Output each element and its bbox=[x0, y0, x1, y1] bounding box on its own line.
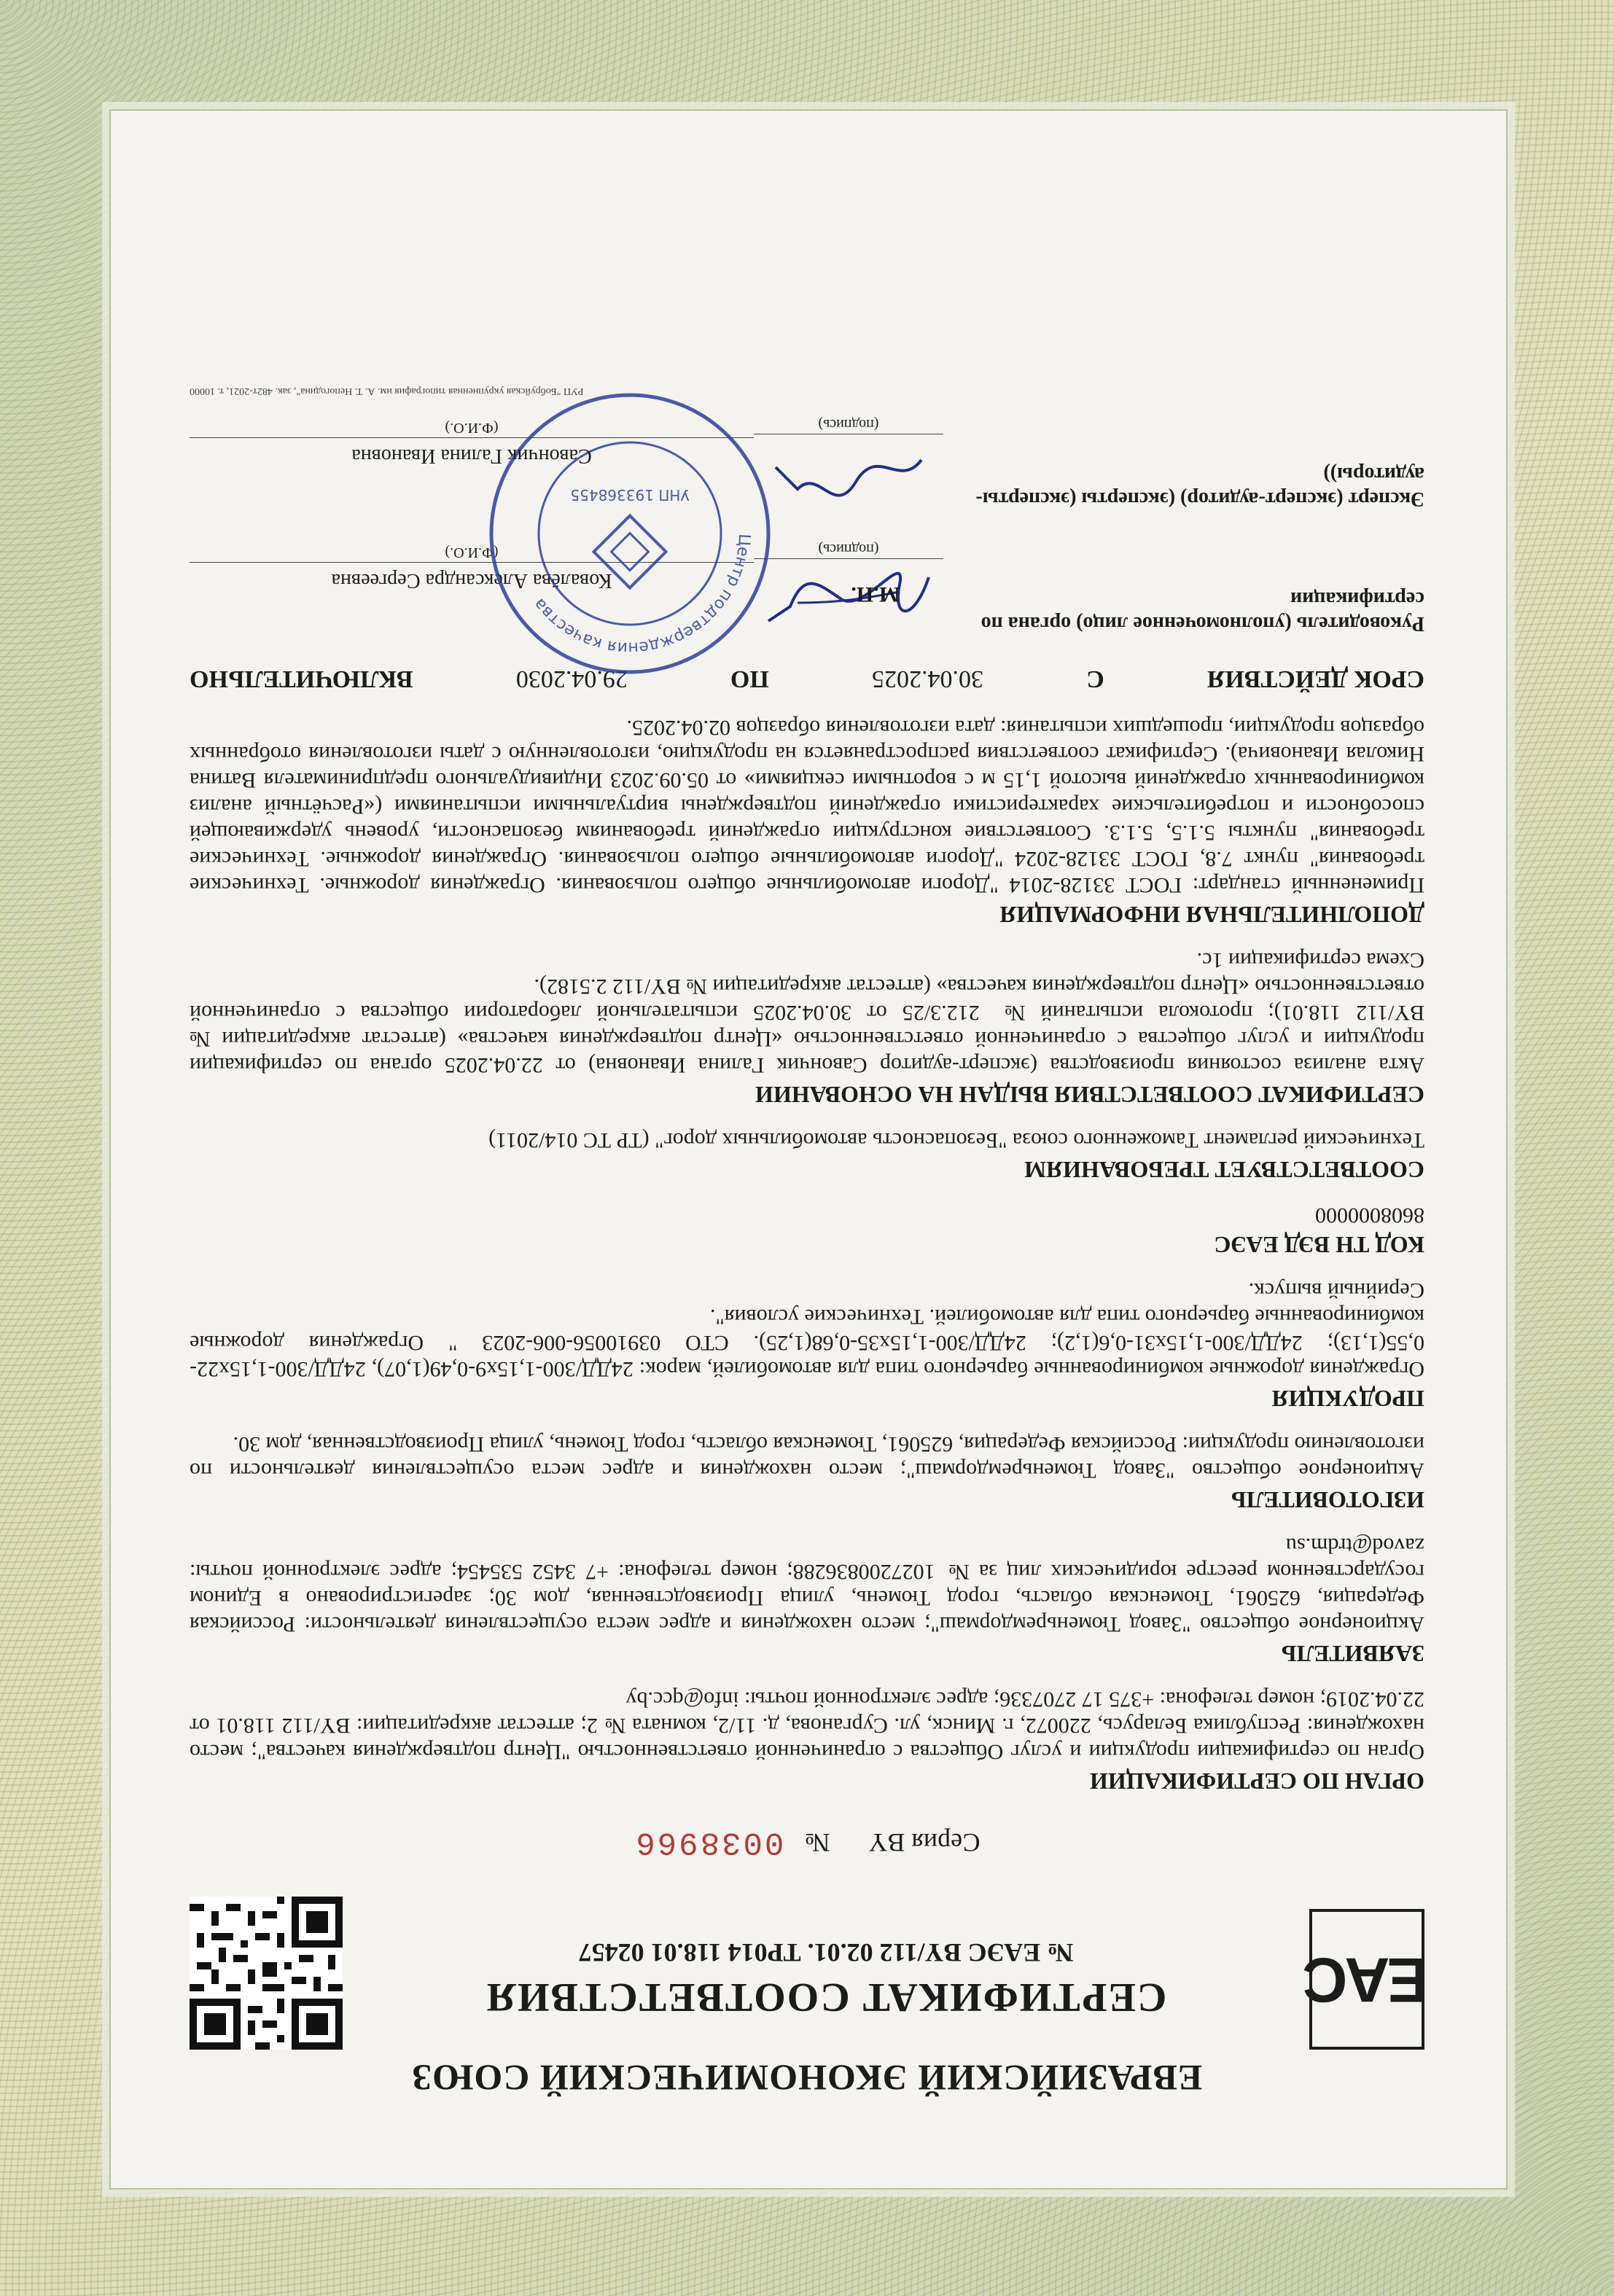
section-text-body: Орган по сертификации продукции и услуг Общества с ограниченной ответственностью "Центр подтверждения качества"; место нахождения: Республика Беларусь, 220072, г. Минск, ул. Сурганова, д. 11/2, комната № 2; аттестат аккредитации: BY/112 118.01 от 22.04.2019; номер телефона: +375 17 2707336; адрес электронной почты: info@qcc.by bbox=[190, 1687, 1424, 1764]
expert-name-caption: (Ф.И.О.) bbox=[190, 419, 754, 438]
expert-signature bbox=[754, 415, 943, 511]
section-extra-basis: Схема сертификации 1с. bbox=[1196, 948, 1424, 972]
eac-logo: EAC bbox=[1309, 1909, 1424, 2050]
section-title-additional: ДОПОЛНИТЕЛЬНАЯ ИНФОРМАЦИЯ bbox=[999, 902, 1424, 928]
section-title-applicant: ЗАЯВИТЕЛЬ bbox=[1281, 1641, 1424, 1667]
head-label: Руководитель (уполномоченное лицо) органа по сертификации bbox=[981, 587, 1424, 635]
validity-to: 29.04.2030 bbox=[515, 665, 628, 692]
qr-code-icon bbox=[190, 1897, 343, 2050]
expert-label: Эксперт (эксперт-аудитор) (эксперты (эксперты-аудиторы)) bbox=[975, 463, 1424, 510]
serial-number: 0038966 bbox=[633, 1824, 784, 1860]
section-title-body: ОРГАН ПО СЕРТИФИКАЦИИ bbox=[1089, 1768, 1424, 1795]
section-text-manufacturer: Акционерное общество "Завод Тюменьремдормаш"; место нахождения и адрес места осуществления деятельности по изготовлению продукции: Российская Федерация, 625061, Тюменская область, город Тюмень, улица Производственная, дом 30. bbox=[190, 1432, 1424, 1483]
expert-signature-scribble-icon bbox=[754, 438, 943, 511]
section-title-code: КОД ТН ВЭД ЕАЭС bbox=[1214, 1232, 1424, 1258]
serial-no-label: № bbox=[805, 1828, 830, 1857]
section-text-conforms: Технический регламент Таможенного союза "Безопасность автомобильных дорог" (ТР ТС 014/2011) bbox=[488, 1128, 1424, 1152]
head-sign-caption: (подпись) bbox=[754, 540, 943, 559]
expert-name: Савончик Галина Ивановна bbox=[351, 445, 592, 467]
validity-row bbox=[190, 665, 1424, 692]
section-title-product: ПРОДУКЦИЯ bbox=[1271, 1386, 1424, 1412]
section-text-basis: Акта анализа состояния производства (эксперт-аудитор Савончик Галина Ивановна) от 22.04.2025 органа по сертификации продукции и услуг общества с ограниченной ответственностью «Центр подтверждения качества» (аттестат аккредитации № BY/112 118.01); протокола испытаний № 212.3/25 от 30.04.2025 испытательной лаборатории общества с ограниченной ответственностью «Центр подтверждения качества» (аттестат аккредитации № BY/112 2.5182). bbox=[190, 975, 1424, 1077]
section-title-manufacturer: ИЗГОТОВИТЕЛЬ bbox=[1231, 1487, 1424, 1513]
validity-from-label: С bbox=[1086, 665, 1104, 692]
expert-name-block bbox=[190, 419, 754, 511]
header-row bbox=[190, 1897, 1429, 2050]
union-title: ЕВРАЗИЙСКИЙ ЭКОНОМИЧЕСКИЙ СОЮЗ bbox=[411, 2058, 1203, 2098]
head-name-caption: (Ф.И.О.) bbox=[190, 544, 754, 563]
certificate-number: № ЕАЭС BY/112 02.01. ТР014 118.01 02457 bbox=[578, 1938, 1074, 1967]
section-text-additional: Примененный стандарт: ГОСТ 33128-2014 "Дороги автомобильные общего пользования. Ограждения дорожные. Технические требования" пункт 7.8, ГОСТ 33128-2024 "Дороги автомобильные общего пользования. Ограждения дорожные. Технические требования" пункты 5.1.5, 5.1.3. Соответствие конструкции ограждений требованиям безопасности, уровень удерживающей способности и потребительские характеристики ограждений подтверждены виртуальными испытаниями («Расчётный анализ комбинированных ограждений высотой 1,15 м с воротными секциями» от 05.09.2023 Индивидуального предпринимателя Ватина Николая Ивановича). Сертификат соответствия распространяется на продукцию, изготовленную с даты изготовления отобранных образцов продукции, прошедших испытания: дата изготовления образцов 02.04.2025. bbox=[190, 716, 1424, 897]
validity-inclusive: ВКЛЮЧИТЕЛЬНО bbox=[190, 665, 413, 692]
section-text-code: 8608000000 bbox=[1315, 1203, 1424, 1227]
validity-to-label: ПО bbox=[730, 665, 769, 692]
serial-line bbox=[190, 1824, 1424, 1860]
printer-line: РУП "Бобруйская укрупненная типография им. А. Т. Непогодина", зак. 482т-2021, т. 10000 bbox=[190, 386, 584, 397]
svg-text:УНП 193368455: УНП 193368455 bbox=[570, 486, 690, 504]
head-name: Ковалёва Александра Сергеевна bbox=[331, 569, 612, 592]
serial-label: Серия BY bbox=[869, 1828, 981, 1857]
section-extra-product: Серийный выпуск. bbox=[1248, 1278, 1424, 1303]
svg-text:Центр подтверждения качества: Центр подтверждения качества bbox=[530, 533, 754, 657]
section-text-applicant: Акционерное общество "Завод Тюменьремдормаш"; место нахождения и адрес места осуществления деятельности: Российская Федерация, 625061, Тюменская область, город Тюмень, улица Производственная, дом 30; зарегистрировано в Едином государственном реестре юридических лиц за № 1027200836288; номер телефона: +7 3452 535454; адрес электронной почты: zavod@trdm.su bbox=[190, 1534, 1424, 1636]
section-title-basis: СЕРТИФИКАТ СООТВЕТСТВИЯ ВЫДАН НА ОСНОВАНИИ bbox=[755, 1082, 1424, 1108]
expert-sign-caption: (подпись) bbox=[754, 415, 943, 434]
certificate-title: СЕРТИФИКАТ СООТВЕТСТВИЯ bbox=[485, 1975, 1167, 2020]
expert-signature-row bbox=[190, 415, 1424, 511]
validity-from: 30.04.2025 bbox=[872, 665, 983, 692]
validity-label: СРОК ДЕЙСТВИЯ bbox=[1206, 665, 1424, 692]
seal-place-label: М.П. bbox=[851, 582, 900, 606]
certificate-heading bbox=[343, 1937, 1309, 2050]
certificate-content bbox=[139, 138, 1475, 2158]
section-title-conforms: СООТВЕТСТВУЕТ ТРЕБОВАНИЯМ bbox=[1024, 1157, 1424, 1183]
section-text-product: Ограждения дорожные комбинированные барьерного типа для автомобилей, марок: 24ДД/300-1,15х9-0,49(1,07), 24ДД/300-1,15х22-0,55(1,13); 24ДД/300-1,15х31-0,6(1,2); 24ДД/300-1,15х35-0,68(1,25). СТО 03910056-006-2023 " Ограждения дорожные комбинированные барьерного типа для автомобилей. Технические условия". bbox=[190, 1305, 1424, 1381]
